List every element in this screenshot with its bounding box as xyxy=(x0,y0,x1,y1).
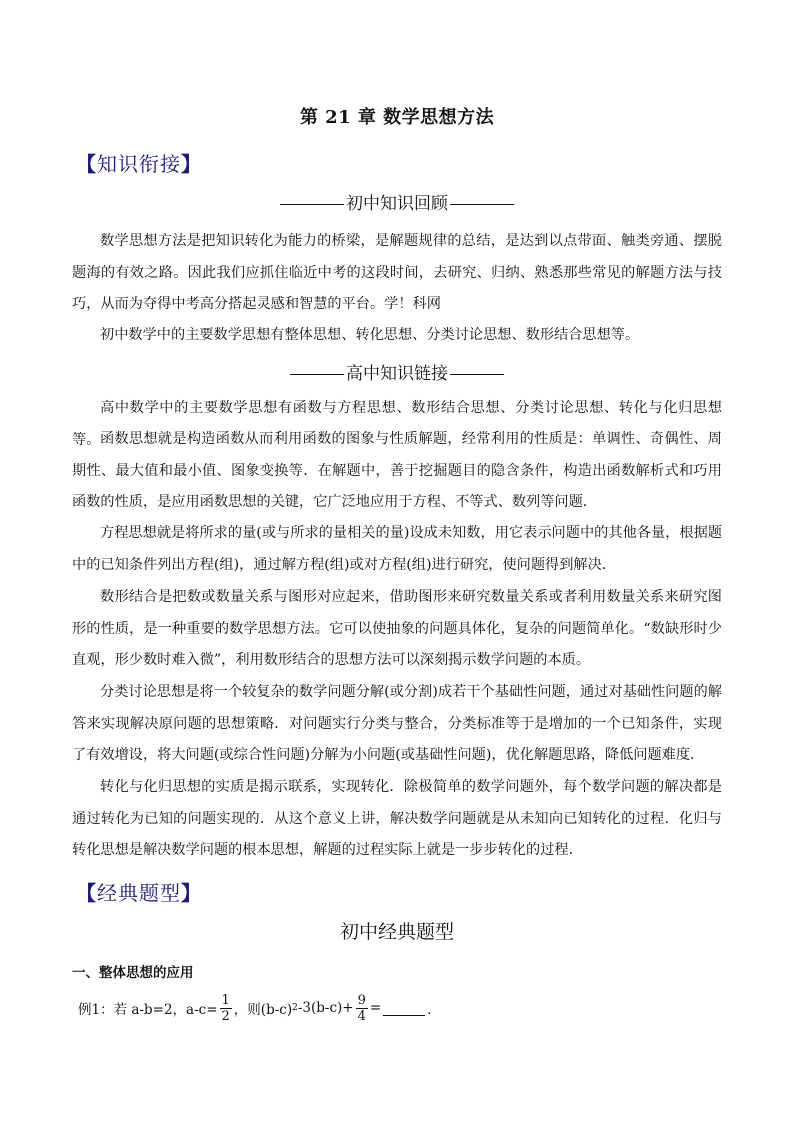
equals-sign: = xyxy=(369,1000,382,1016)
answer-blank[interactable] xyxy=(383,1001,425,1016)
knowledge-heading xyxy=(76,148,202,177)
fraction-denominator: 2 xyxy=(221,1008,230,1024)
paragraph: 高中数学中的主要数学思想有函数与方程思想、数形结合思想、分类讨论思想、转化与化归思想等。 xyxy=(72,400,722,448)
knowledge-label: 知识衔接 xyxy=(97,152,181,176)
exponent: 2 xyxy=(292,1003,298,1013)
paragraph: 方程思想就是将所求的量(或与所求的量相关的量)设成未知数，用它表示问题中的其他各量，根据题中的已知条件列出方程(组)，通过解方程(组)或对方程(组)进行研究，使问题得到解决． xyxy=(72,525,722,573)
bracket-right: 】 xyxy=(181,881,202,905)
chapter-title: 第 21 章 数学思想方法 xyxy=(299,107,495,128)
heading-rule-right xyxy=(450,374,504,375)
senior-link-label: 高中知识链接 xyxy=(346,364,448,384)
paragraph: 数形结合是把数或数量关系与图形对应起来，借助图形来研究数量关系或者利用数量关系来研究图形的性质，是一种重要的数学思想方法。它可以使抽象的问题具体化，复杂的问题简单化。“数缺形时少直观，形少数时难入微”，利用数形结合的思想方法可以深刻揭示数学问题的本质。 xyxy=(72,589,722,668)
paragraph: 转化与化归思想的实质是揭示联系，实现转化．除极简单的数学问题外，每个数学问题的解决都是通过转化为已知的问题实现的．从这个意义上讲，解决数学问题就是从未知向已知转化的过程．化归与转化思想是解决数学问题的根本思想，解题的过程实际上就是一步步转化的过程． xyxy=(72,779,722,858)
paragraph: 分类讨论思想是将一个较复杂的数学问题分解(或分割)成若干个基础性问题，通过对基础性问题的解答来实现解决原问题的思想策略．对问题实行分类与整合，分类标准等于是增加的一个已知条件，实现了有效增设，将大问题(或综合性问题)分解为小问题(或基础性问题)，优化解题思路，降低问题难度． xyxy=(72,684,722,763)
fraction-denominator: 4 xyxy=(357,1008,366,1024)
classic-label: 经典题型 xyxy=(97,881,181,905)
senior-link-heading xyxy=(0,359,794,384)
example-middle: ，则(b-c) xyxy=(233,1002,293,1018)
example-prefix: 例1：若 a-b=2，a-c= xyxy=(78,1002,218,1018)
junior-classic-subheading: 初中经典题型 xyxy=(339,921,454,943)
bracket-right: 】 xyxy=(181,152,202,176)
heading-rule-right xyxy=(450,204,514,205)
paragraph: 初中数学中的主要数学思想有整体思想、转化思想、分类讨论思想、数形结合思想等。 xyxy=(100,327,640,343)
junior-review-heading xyxy=(0,189,794,214)
example-end: ． xyxy=(427,1002,441,1018)
junior-review-label: 初中知识回顾 xyxy=(346,194,448,214)
heading-rule-left xyxy=(290,374,344,375)
fraction-numerator: 9 xyxy=(357,992,366,1008)
bracket-left: 【 xyxy=(76,152,97,176)
paragraph: 函数思想就是构造函数从而利用函数的图象与性质解题，经常利用的性质是：单调性、奇偶性、周期性、最大值和最小值、图象变换等．在解题中，善于挖掘题目的隐含条件，构造出函数解析式和巧用函数的性质，是应用函数思想的关键，它广泛地应用于方程、不等式、数列等问题． xyxy=(72,431,722,510)
fraction-one-half xyxy=(220,993,232,1024)
fraction-nine-fourths xyxy=(356,993,368,1024)
classic-heading xyxy=(76,877,202,906)
bracket-left: 【 xyxy=(76,881,97,905)
example-1 xyxy=(78,988,441,1028)
heading-rule-left xyxy=(280,204,344,205)
question-heading: 一、整体思想的应用 xyxy=(72,965,194,981)
fraction-numerator: 1 xyxy=(221,992,230,1008)
paragraph: 数学思想方法是把知识转化为能力的桥梁，是解题规律的总结，是达到以点带面、触类旁通、摆脱题海的有效之路。因此我们应抓住临近中考的这段时间，去研究、归纳、熟悉那些常见的解题方法与技巧，从而为夺得中考高分搭起灵感和智慧的平台。学！科网 xyxy=(72,233,722,312)
example-middle-2: -3(b-c)+ xyxy=(297,1000,354,1016)
